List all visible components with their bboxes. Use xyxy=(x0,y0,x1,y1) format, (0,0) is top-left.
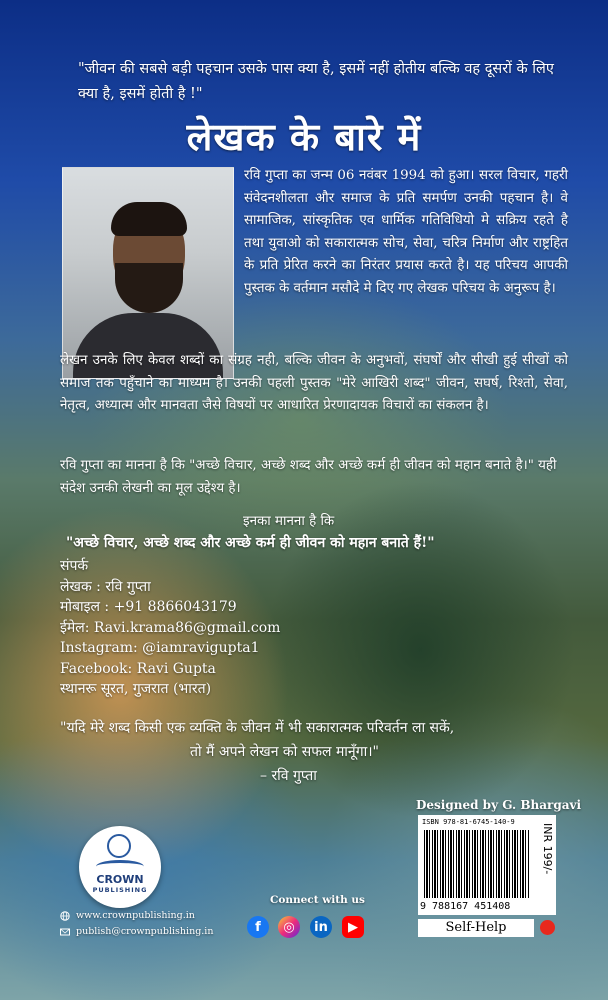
isbn-digits: 9 788167 451408 xyxy=(420,901,511,912)
instagram-icon[interactable]: ◎ xyxy=(278,916,300,938)
website-row xyxy=(60,910,195,921)
belief-quote: "अच्छे विचार, अच्छे शब्द और अच्छे कर्म ही जीवन को महान बनाते हैं!" xyxy=(66,535,435,551)
contact-place: स्थानरू सूरत, गुजरात (भारत) xyxy=(60,681,212,697)
closing-quote-signature: – रवि गुप्ता xyxy=(260,768,317,784)
mail-icon xyxy=(60,927,70,937)
category-label: Self-Help xyxy=(418,919,534,937)
isbn-label: ISBN 978-81-6745-140-9 xyxy=(422,818,515,826)
book-icon xyxy=(96,860,144,873)
author-photo xyxy=(62,167,234,379)
top-quote: "जीवन की सबसे बड़ी पहचान उसके पास क्या है, इसमें नहीं होतीय बल्कि वह दूसरों के लिए क्या है, इसमें होती है !" xyxy=(78,61,554,102)
designer-credit: Designed by G. Bhargavi xyxy=(416,798,582,812)
price-strip xyxy=(536,815,556,915)
contact-mobile: मोबाइल : +91 8866043179 xyxy=(60,599,237,615)
bio-paragraph-3: रवि गुप्ता का मानना है कि "अच्छे विचार, अच्छे शब्द और अच्छे कर्म ही जीवन को महान बनाते है।" यही संदेश उनकी लेखनी का मूल उद्देश्य है। xyxy=(60,458,557,496)
contact-heading: संपर्क xyxy=(60,558,89,574)
website-link[interactable]: www.crownpublishing.in xyxy=(76,910,195,921)
closing-quote xyxy=(60,716,560,788)
publisher-logo xyxy=(79,826,161,908)
closing-quote-line-2: तो मैं अपने लेखन को सफल मानूँगा।" xyxy=(190,744,379,760)
publisher-name: CROWN xyxy=(96,873,144,886)
contact-facebook: Facebook: Ravi Gupta xyxy=(60,660,216,677)
linkedin-icon[interactable]: in xyxy=(310,916,332,938)
globe-icon xyxy=(60,911,70,921)
globe-icon xyxy=(107,834,131,858)
contact-section xyxy=(60,556,280,700)
contact-email: ईमेल: Ravi.krama86@gmail.com xyxy=(60,619,281,636)
accent-dot xyxy=(540,920,555,935)
publisher-email-link[interactable]: publish@crownpublishing.in xyxy=(76,926,214,937)
bio-paragraph-2: लेखन उनके लिए केवल शब्दों का संग्रह नही, बल्कि जीवन के अनुभवों, संघर्षों और सीखी हुई सीखों को समाज तक पहुँचाने का माध्यम है। उनकी पहली पुस्तक "मेरे आखिरी शब्द" जीवन, सघर्ष, रिश्तो, सेवा, नेतृत्व, अध्यात्म और मानवता जैसे विषयों पर आधारित प्रेरणादायक विचारों का संकलन है। xyxy=(60,353,568,413)
barcode xyxy=(418,815,536,915)
price-label: INR 199/- xyxy=(541,823,554,875)
barcode-bars xyxy=(424,830,530,898)
contact-author: लेखक : रवि गुप्ता xyxy=(60,578,151,595)
bio-paragraph-1: रवि गुप्ता का जन्म 06 नवंबर 1994 को हुआ। सरल विचार, गहरी संवेदनशीलता और समाज के प्रति समर्पण उनकी पहचान है। वे सामाजिक, सांस्कृतिक एव धार्मिक गतिविधियो मे सक्रिय रहते है तथा युवाओ को सकारात्मक सोच, सेवा, चरित्र निर्माण और राष्ट्रहित के प्रति प्रेरित करने का निरंतर प्रयास करते है। यह परिचय आपकी पुस्तक के वर्तमान मसौदे मे दिए गए लेखक परिचय के अनुरूप है। xyxy=(244,168,568,296)
email-row xyxy=(60,926,213,937)
youtube-icon[interactable]: ▶ xyxy=(342,916,364,938)
closing-quote-line-1: "यदि मेरे शब्द किसी एक व्यक्ति के जीवन में भी सकारात्मक परिवर्तन ला सकें, xyxy=(60,720,455,736)
connect-label: Connect with us xyxy=(270,894,365,906)
publisher-sub: PUBLISHING xyxy=(92,886,148,894)
contact-instagram: Instagram: @iamravigupta1 xyxy=(60,640,260,656)
section-heading: लेखक के बारे में xyxy=(186,115,422,159)
facebook-icon[interactable]: f xyxy=(247,916,269,938)
belief-intro: इनका मानना है कि xyxy=(243,514,335,529)
